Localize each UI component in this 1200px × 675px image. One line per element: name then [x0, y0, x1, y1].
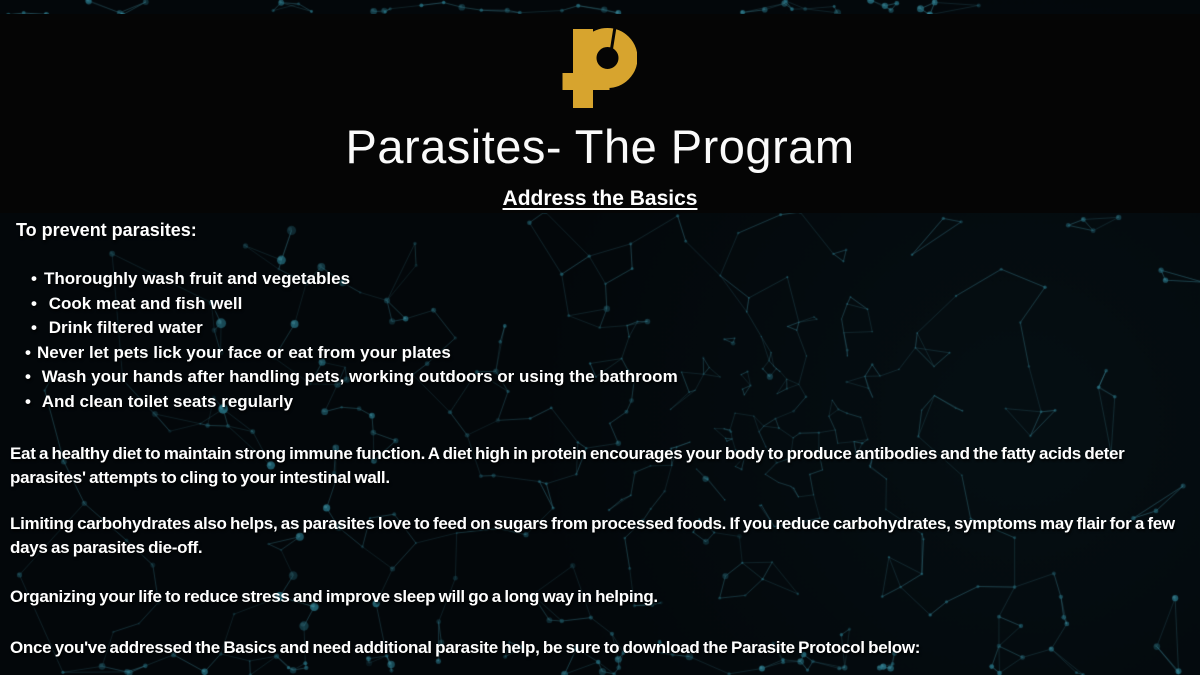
- slide-body: [10, 218, 1193, 660]
- list-item: • And clean toilet seats regularly: [10, 390, 1193, 415]
- paragraph-protocol-callout: Once you've addressed the Basics and need additional parasite help, be sure to download the Parasite Protocol below:: [10, 638, 921, 657]
- page-title: Parasites- The Program: [345, 120, 855, 173]
- intro-text: To prevent parasites:: [16, 220, 197, 240]
- header: [0, 14, 1200, 213]
- list-item: • Wash your hands after handling pets, working outdoors or using the bathroom: [10, 365, 1193, 390]
- list-item: • Thoroughly wash fruit and vegetables: [10, 267, 1193, 292]
- prevention-list: [10, 267, 1193, 414]
- paragraph-stress-sleep: Organizing your life to reduce stress and improve sleep will go a long way in helping.: [10, 587, 658, 606]
- paragraph-carbohydrates: Limiting carbohydrates also helps, as parasites love to feed on sugars from processed foods. If you reduce carbohydrates, symptoms may flair for a few days as parasites die-off.: [10, 514, 1179, 557]
- paragraph-diet: Eat a healthy diet to maintain strong immune function. A diet high in protein encourages your body to produce antibodies and the fatty acids deter parasites' attempts to cling to your intestinal wall.: [10, 444, 1128, 487]
- subtitle-heading: Address the Basics: [502, 187, 698, 210]
- list-item: • Never let pets lick your face or eat from your plates: [10, 341, 1193, 366]
- list-item: • Cook meat and fish well: [10, 292, 1193, 317]
- program-logo-icon: [562, 27, 637, 108]
- list-item: • Drink filtered water: [10, 316, 1193, 341]
